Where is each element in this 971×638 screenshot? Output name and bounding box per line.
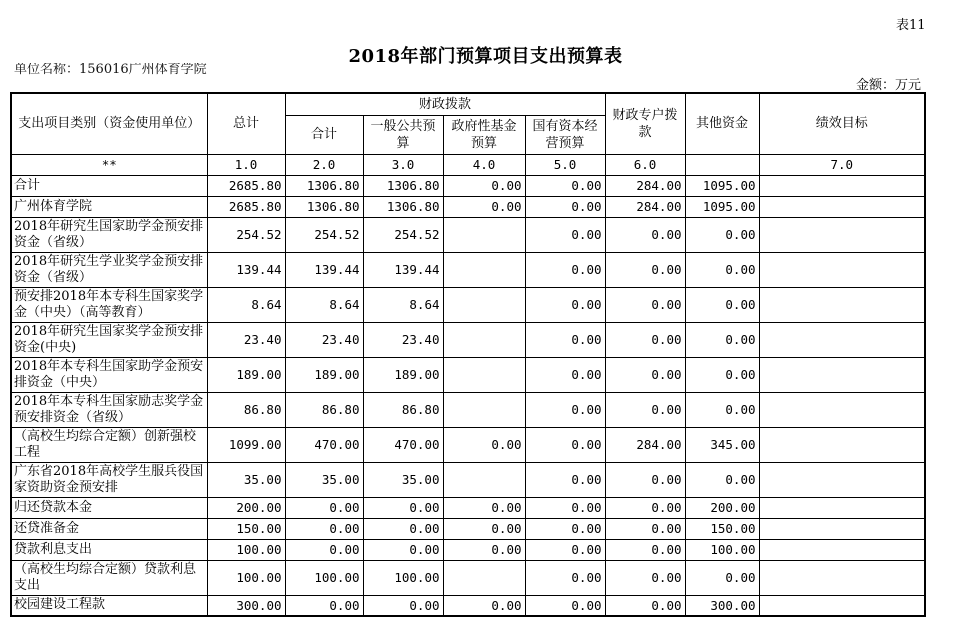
cell-other: 1095.00 bbox=[685, 196, 759, 217]
cell-subtotal: 1306.80 bbox=[285, 196, 363, 217]
cell-gov-fund bbox=[443, 252, 525, 287]
cell-general: 470.00 bbox=[363, 427, 443, 462]
row-name: 2018年本专科生国家助学金预安排资金（中央） bbox=[11, 357, 207, 392]
cell-total: 139.44 bbox=[207, 252, 285, 287]
cell-gov-fund bbox=[443, 462, 525, 497]
row-name: 合计 bbox=[11, 175, 207, 196]
cell-special: 0.00 bbox=[605, 217, 685, 252]
amount-unit: 金额：万元 bbox=[856, 78, 922, 93]
cell-general: 100.00 bbox=[363, 560, 443, 595]
cell-total: 2685.80 bbox=[207, 175, 285, 196]
cell-special: 0.00 bbox=[605, 252, 685, 287]
row-name: （高校生均综合定额）创新强校工程 bbox=[11, 427, 207, 462]
cell-kpi bbox=[759, 322, 925, 357]
cell-total: 23.40 bbox=[207, 322, 285, 357]
index-cell bbox=[685, 154, 759, 175]
header-special: 财政专户拨款 bbox=[605, 93, 685, 154]
index-cell: 3.0 bbox=[363, 154, 443, 175]
cell-state-capital: 0.00 bbox=[525, 217, 605, 252]
table-row bbox=[11, 322, 925, 357]
cell-subtotal: 35.00 bbox=[285, 462, 363, 497]
cell-subtotal: 0.00 bbox=[285, 518, 363, 539]
cell-state-capital: 0.00 bbox=[525, 287, 605, 322]
index-cell: 1.0 bbox=[207, 154, 285, 175]
table-row bbox=[11, 217, 925, 252]
cell-total: 8.64 bbox=[207, 287, 285, 322]
cell-general: 1306.80 bbox=[363, 196, 443, 217]
cell-other: 0.00 bbox=[685, 357, 759, 392]
cell-kpi bbox=[759, 196, 925, 217]
cell-subtotal: 23.40 bbox=[285, 322, 363, 357]
cell-kpi bbox=[759, 518, 925, 539]
cell-total: 35.00 bbox=[207, 462, 285, 497]
cell-subtotal: 8.64 bbox=[285, 287, 363, 322]
cell-gov-fund bbox=[443, 217, 525, 252]
cell-gov-fund: 0.00 bbox=[443, 497, 525, 518]
cell-general: 189.00 bbox=[363, 357, 443, 392]
cell-total: 86.80 bbox=[207, 392, 285, 427]
index-row bbox=[11, 154, 925, 175]
cell-gov-fund: 0.00 bbox=[443, 196, 525, 217]
cell-other: 0.00 bbox=[685, 287, 759, 322]
table-row bbox=[11, 518, 925, 539]
cell-total: 150.00 bbox=[207, 518, 285, 539]
table-row bbox=[11, 392, 925, 427]
cell-general: 0.00 bbox=[363, 595, 443, 616]
table-row bbox=[11, 595, 925, 616]
cell-total: 300.00 bbox=[207, 595, 285, 616]
cell-state-capital: 0.00 bbox=[525, 595, 605, 616]
cell-kpi bbox=[759, 497, 925, 518]
cell-other: 345.00 bbox=[685, 427, 759, 462]
cell-total: 1099.00 bbox=[207, 427, 285, 462]
unit-name: 单位名称：156016广州体育学院 bbox=[14, 63, 207, 77]
cell-subtotal: 1306.80 bbox=[285, 175, 363, 196]
cell-other: 0.00 bbox=[685, 392, 759, 427]
cell-general: 23.40 bbox=[363, 322, 443, 357]
cell-state-capital: 0.00 bbox=[525, 539, 605, 560]
cell-subtotal: 86.80 bbox=[285, 392, 363, 427]
cell-gov-fund: 0.00 bbox=[443, 539, 525, 560]
budget-table bbox=[10, 92, 926, 617]
row-name: 广州体育学院 bbox=[11, 196, 207, 217]
cell-special: 0.00 bbox=[605, 357, 685, 392]
cell-general: 0.00 bbox=[363, 497, 443, 518]
cell-state-capital: 0.00 bbox=[525, 175, 605, 196]
cell-general: 0.00 bbox=[363, 518, 443, 539]
row-name: 贷款利息支出 bbox=[11, 539, 207, 560]
cell-gov-fund bbox=[443, 287, 525, 322]
cell-special: 0.00 bbox=[605, 595, 685, 616]
cell-gov-fund: 0.00 bbox=[443, 175, 525, 196]
cell-kpi bbox=[759, 252, 925, 287]
cell-kpi bbox=[759, 560, 925, 595]
cell-kpi bbox=[759, 287, 925, 322]
row-name: 2018年研究生学业奖学金预安排资金（省级） bbox=[11, 252, 207, 287]
cell-special: 0.00 bbox=[605, 462, 685, 497]
cell-general: 0.00 bbox=[363, 539, 443, 560]
header-gov-fund: 政府性基金预算 bbox=[443, 115, 525, 154]
cell-special: 284.00 bbox=[605, 196, 685, 217]
cell-subtotal: 189.00 bbox=[285, 357, 363, 392]
cell-special: 0.00 bbox=[605, 287, 685, 322]
cell-state-capital: 0.00 bbox=[525, 560, 605, 595]
cell-total: 189.00 bbox=[207, 357, 285, 392]
index-cell: 2.0 bbox=[285, 154, 363, 175]
table-row bbox=[11, 196, 925, 217]
cell-special: 0.00 bbox=[605, 497, 685, 518]
cell-other: 0.00 bbox=[685, 560, 759, 595]
header-state-capital: 国有资本经营预算 bbox=[525, 115, 605, 154]
cell-total: 254.52 bbox=[207, 217, 285, 252]
header-fiscal: 财政拨款 bbox=[285, 93, 605, 115]
header-other: 其他资金 bbox=[685, 93, 759, 154]
cell-state-capital: 0.00 bbox=[525, 392, 605, 427]
cell-special: 0.00 bbox=[605, 518, 685, 539]
cell-other: 100.00 bbox=[685, 539, 759, 560]
cell-total: 200.00 bbox=[207, 497, 285, 518]
cell-general: 86.80 bbox=[363, 392, 443, 427]
row-name: 校园建设工程款 bbox=[11, 595, 207, 616]
cell-general: 35.00 bbox=[363, 462, 443, 497]
cell-general: 254.52 bbox=[363, 217, 443, 252]
cell-total: 2685.80 bbox=[207, 196, 285, 217]
header-subtotal: 合计 bbox=[285, 115, 363, 154]
cell-subtotal: 0.00 bbox=[285, 539, 363, 560]
cell-special: 0.00 bbox=[605, 560, 685, 595]
header-total: 总计 bbox=[207, 93, 285, 154]
table-number: 表11 bbox=[896, 18, 926, 33]
cell-gov-fund bbox=[443, 560, 525, 595]
table-row bbox=[11, 462, 925, 497]
cell-state-capital: 0.00 bbox=[525, 497, 605, 518]
row-name: （高校生均综合定额）贷款利息支出 bbox=[11, 560, 207, 595]
index-cell: 4.0 bbox=[443, 154, 525, 175]
table-row bbox=[11, 560, 925, 595]
row-name: 2018年研究生国家奖学金预安排资金(中央) bbox=[11, 322, 207, 357]
index-cell: 6.0 bbox=[605, 154, 685, 175]
row-name: 广东省2018年高校学生服兵役国家资助资金预安排 bbox=[11, 462, 207, 497]
cell-kpi bbox=[759, 595, 925, 616]
cell-subtotal: 139.44 bbox=[285, 252, 363, 287]
cell-other: 0.00 bbox=[685, 462, 759, 497]
cell-gov-fund: 0.00 bbox=[443, 427, 525, 462]
index-cell: ** bbox=[11, 154, 207, 175]
cell-kpi bbox=[759, 175, 925, 196]
cell-subtotal: 100.00 bbox=[285, 560, 363, 595]
cell-gov-fund bbox=[443, 322, 525, 357]
cell-gov-fund bbox=[443, 357, 525, 392]
cell-other: 0.00 bbox=[685, 217, 759, 252]
page-title: 2018年部门预算项目支出预算表 bbox=[348, 46, 623, 67]
cell-other: 200.00 bbox=[685, 497, 759, 518]
cell-state-capital: 0.00 bbox=[525, 357, 605, 392]
cell-state-capital: 0.00 bbox=[525, 427, 605, 462]
cell-special: 284.00 bbox=[605, 175, 685, 196]
cell-special: 284.00 bbox=[605, 427, 685, 462]
index-cell: 7.0 bbox=[759, 154, 925, 175]
table-row bbox=[11, 497, 925, 518]
cell-gov-fund: 0.00 bbox=[443, 518, 525, 539]
table-row bbox=[11, 175, 925, 196]
table-row bbox=[11, 357, 925, 392]
cell-special: 0.00 bbox=[605, 539, 685, 560]
cell-state-capital: 0.00 bbox=[525, 322, 605, 357]
cell-subtotal: 254.52 bbox=[285, 217, 363, 252]
cell-other: 1095.00 bbox=[685, 175, 759, 196]
cell-special: 0.00 bbox=[605, 392, 685, 427]
table-row bbox=[11, 539, 925, 560]
cell-subtotal: 0.00 bbox=[285, 497, 363, 518]
cell-other: 0.00 bbox=[685, 322, 759, 357]
cell-state-capital: 0.00 bbox=[525, 196, 605, 217]
row-name: 2018年研究生国家助学金预安排资金（省级） bbox=[11, 217, 207, 252]
cell-kpi bbox=[759, 427, 925, 462]
table-row bbox=[11, 287, 925, 322]
cell-special: 0.00 bbox=[605, 322, 685, 357]
row-name: 预安排2018年本专科生国家奖学金（中央）（高等教育） bbox=[11, 287, 207, 322]
cell-kpi bbox=[759, 462, 925, 497]
cell-total: 100.00 bbox=[207, 539, 285, 560]
header-category: 支出项目类别（资金使用单位） bbox=[11, 93, 207, 154]
cell-gov-fund: 0.00 bbox=[443, 595, 525, 616]
row-name: 2018年本专科生国家励志奖学金预安排资金（省级） bbox=[11, 392, 207, 427]
cell-general: 8.64 bbox=[363, 287, 443, 322]
header-kpi: 绩效目标 bbox=[759, 93, 925, 154]
cell-total: 100.00 bbox=[207, 560, 285, 595]
cell-kpi bbox=[759, 357, 925, 392]
cell-kpi bbox=[759, 392, 925, 427]
cell-state-capital: 0.00 bbox=[525, 518, 605, 539]
cell-gov-fund bbox=[443, 392, 525, 427]
cell-kpi bbox=[759, 217, 925, 252]
header-general: 一般公共预算 bbox=[363, 115, 443, 154]
row-name: 归还贷款本金 bbox=[11, 497, 207, 518]
cell-other: 300.00 bbox=[685, 595, 759, 616]
table-row bbox=[11, 427, 925, 462]
cell-other: 150.00 bbox=[685, 518, 759, 539]
cell-state-capital: 0.00 bbox=[525, 462, 605, 497]
cell-general: 139.44 bbox=[363, 252, 443, 287]
row-name: 还贷准备金 bbox=[11, 518, 207, 539]
cell-subtotal: 470.00 bbox=[285, 427, 363, 462]
index-cell: 5.0 bbox=[525, 154, 605, 175]
cell-subtotal: 0.00 bbox=[285, 595, 363, 616]
cell-general: 1306.80 bbox=[363, 175, 443, 196]
cell-state-capital: 0.00 bbox=[525, 252, 605, 287]
table-row bbox=[11, 252, 925, 287]
cell-other: 0.00 bbox=[685, 252, 759, 287]
cell-kpi bbox=[759, 539, 925, 560]
